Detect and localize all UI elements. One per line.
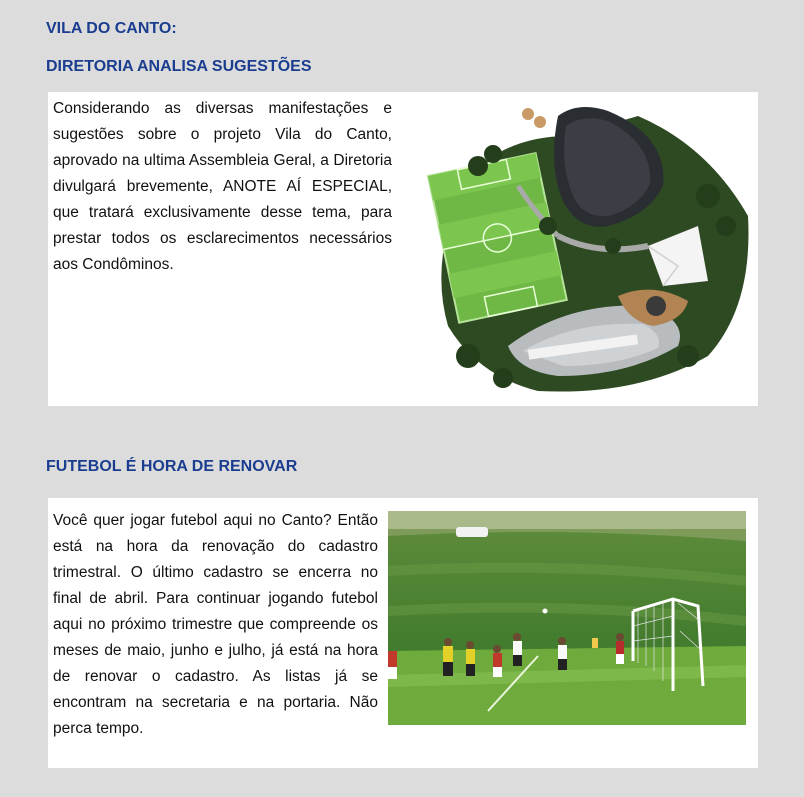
article-heading-futebol: FUTEBOL É HORA DE RENOVAR — [46, 458, 298, 475]
page-subtitle: DIRETORIA ANALISA SUGESTÕES — [46, 58, 312, 75]
page-title: VILA DO CANTO: — [46, 20, 177, 37]
aerial-project-render-icon — [408, 106, 758, 396]
soccer-match-photo-icon — [388, 511, 746, 725]
article-card-vila — [48, 92, 758, 406]
article-body: Você quer jogar futebol aqui no Canto? Então está na hora da renovação do cadastro trimestral. O último cadastro se encerra no final de abril. Para continuar jogando futebol aqui no próximo trimestre que compreende os meses de maio, junho e julho, já está na hora de renovar o cadastro. As listas já se encontram na secretaria e na portaria. Não perca tempo. — [53, 512, 378, 737]
article-card-futebol — [48, 498, 758, 768]
article-body: Considerando as diversas manifestações e sugestões sobre o projeto Vila do Canto, aprovado na ultima Assembleia Geral, a Diretoria divulgará brevemente, ANOTE AÍ ESPECIAL, que tratará exclusivamente desse tema, para prestar todos os esclarecimentos necessários aos Condôminos. — [53, 100, 392, 273]
